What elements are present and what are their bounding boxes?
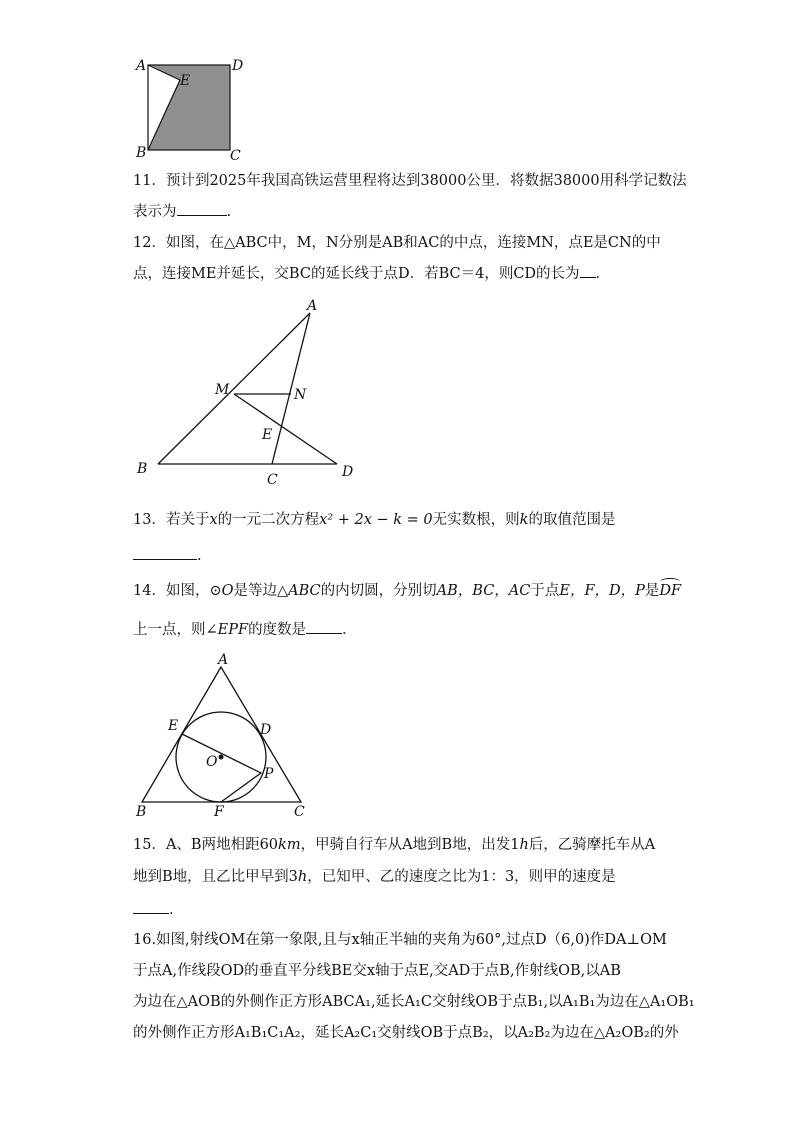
q14-answer-blank: [306, 619, 342, 634]
triangle-figure: [130, 298, 370, 493]
q13-answer-blank: [133, 545, 197, 560]
label-D: D: [232, 58, 244, 74]
q11-line2: 表示为 .: [133, 201, 231, 222]
label-E: E: [168, 718, 179, 734]
q11-line1: 11．预计到2025年我国高铁运营里程将达到38000公里．将数据38000用科学记数法: [133, 173, 687, 189]
label-D: D: [260, 722, 272, 738]
q15-line3: .: [133, 899, 174, 920]
label-B: B: [137, 461, 148, 477]
q13-line1: 13．若关于x的一元二次方程x² + 2x − k = 0无实数根，则k的取值范围是: [133, 512, 616, 528]
label-A: A: [136, 58, 147, 74]
segment-MD: [234, 394, 337, 464]
q13-line2: .: [133, 545, 202, 566]
label-D: D: [342, 464, 354, 480]
incircle-figure: [130, 652, 320, 822]
q15-line2: 地到B地，且乙比甲早到3h，已知甲、乙的速度之比为1：3，则甲的速度是: [133, 869, 616, 885]
q14-line2: 上一点，则∠EPF的度数是 ．: [133, 619, 357, 640]
label-B: B: [136, 145, 147, 161]
q16-line2: 于点A,作线段OD的垂直平分线BE交x轴于点E,交AD于点B,作射线OB,以AB: [133, 963, 621, 979]
label-M: M: [215, 382, 230, 398]
arc-DF: DF: [659, 583, 682, 599]
label-N: N: [294, 387, 307, 403]
label-A: A: [218, 652, 229, 668]
q11-answer-blank: [177, 201, 227, 216]
label-E: E: [262, 427, 273, 443]
label-C: C: [230, 148, 241, 164]
label-O: O: [206, 754, 218, 770]
q16-line4: 的外侧作正方形A₁B₁C₁A₂，延长A₂C₁交射线OB于点B₂，以A₂B₂为边在△A₂OB₂的外: [133, 1025, 679, 1041]
q12-line1: 12．如图，在△ABC中，M，N分别是AB和AC的中点，连接MN，点E是CN的中: [133, 235, 661, 251]
q16-line3: 为边在△AOB的外侧作正方形ABCA₁,延长A₁C交射线OB于点B₁,以A₁B₁为边在△A₁OB₁: [133, 994, 695, 1010]
label-E: E: [180, 73, 191, 89]
label-P: P: [264, 766, 274, 782]
segment-AB: [158, 313, 310, 464]
q12-line2: 点，连接ME并延长，交BC的延长线于点D．若BC＝4，则CD的长为 ．: [133, 263, 610, 284]
triangle-ABC: [142, 667, 301, 802]
label-C: C: [267, 472, 278, 488]
center-dot: [219, 755, 224, 760]
label-F: F: [214, 804, 224, 820]
q14-line1: 14．如图，⊙O是等边△ABC的内切圆，分别切AB，BC，AC于点E，F，D，P是DF: [133, 583, 682, 599]
q13-equation: x² + 2x − k = 0: [319, 512, 433, 528]
q15-answer-blank: [133, 899, 169, 914]
q16-line1: 16.如图,射线OM在第一象限,且与x轴正半轴的夹角为60°,过点D（6,0)作DA⊥OM: [133, 932, 667, 948]
square-figure: [130, 55, 250, 165]
q12-answer-blank: [580, 263, 596, 278]
label-B: B: [136, 804, 147, 820]
q15-line1: 15．A、B两地相距60km，甲骑自行车从A地到B地，出发1h后，乙骑摩托车从A: [133, 837, 656, 853]
label-C: C: [294, 804, 305, 820]
label-A: A: [307, 298, 318, 314]
